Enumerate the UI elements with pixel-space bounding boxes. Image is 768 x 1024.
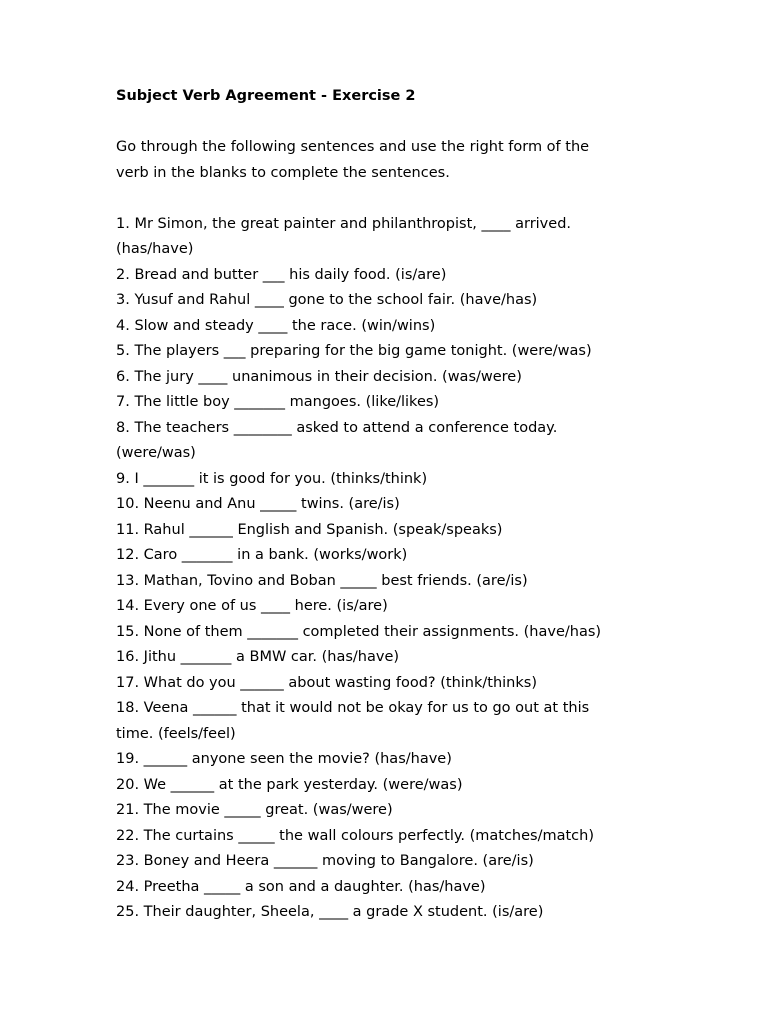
instructions (116, 135, 656, 186)
document-title: Subject Verb Agreement - Exercise 2 (116, 88, 416, 104)
question-item (116, 645, 656, 671)
question-text: 9. I _______ it is good for you. (thinks/think) (116, 470, 428, 487)
question-item (116, 263, 656, 289)
question-item (116, 620, 656, 646)
question-text: 15. None of them _______ completed their assignments. (have/has) (116, 623, 602, 640)
question-text: 10. Neenu and Anu _____ twins. (are/is) (116, 496, 400, 512)
question-item (116, 543, 656, 569)
instructions-line: verb in the blanks to complete the sentences. (116, 164, 450, 181)
question-text: 8. The teachers ________ asked to attend a conference today. (116, 419, 558, 436)
question-item (116, 212, 656, 263)
question-item (116, 288, 656, 314)
question-text: 18. Veena ______ that it would not be okay for us to go out at this (116, 700, 590, 716)
question-item (116, 594, 656, 620)
question-item (116, 518, 656, 544)
question-text: 12. Caro _______ in a bank. (works/work) (116, 547, 408, 563)
question-text: 2. Bread and butter ___ his daily food. (is/are) (116, 266, 447, 283)
document-page (116, 84, 656, 926)
instructions-line: Go through the following sentences and use the right form of the (116, 139, 590, 155)
question-text: 21. The movie _____ great. (was/were) (116, 802, 393, 818)
question-item (116, 314, 656, 340)
question-text: (has/have) (116, 241, 194, 257)
question-item (116, 492, 656, 518)
question-item (116, 875, 656, 901)
question-text: 4. Slow and steady ____ the race. (win/wins) (116, 317, 436, 334)
question-item (116, 416, 656, 467)
question-text: 23. Boney and Heera ______ moving to Bangalore. (are/is) (116, 853, 534, 869)
question-text: 3. Yusuf and Rahul ____ gone to the school fair. (have/has) (116, 292, 538, 308)
question-item (116, 798, 656, 824)
question-text: 22. The curtains _____ the wall colours perfectly. (matches/match) (116, 827, 594, 844)
question-item (116, 900, 656, 926)
question-text: 6. The jury ____ unanimous in their decision. (was/were) (116, 368, 522, 385)
question-item (116, 339, 656, 365)
question-text: time. (feels/feel) (116, 725, 236, 742)
question-list (116, 212, 656, 926)
question-item (116, 824, 656, 850)
question-text: 20. We ______ at the park yesterday. (were/was) (116, 776, 463, 793)
question-item (116, 849, 656, 875)
question-text: 17. What do you ______ about wasting food? (think/thinks) (116, 674, 537, 691)
question-item (116, 773, 656, 799)
question-text: 19. ______ anyone seen the movie? (has/have) (116, 751, 452, 767)
question-text: 25. Their daughter, Sheela, ____ a grade X student. (is/are) (116, 904, 544, 920)
question-item (116, 467, 656, 493)
question-item (116, 569, 656, 595)
question-item (116, 747, 656, 773)
question-item (116, 671, 656, 697)
question-text: 5. The players ___ preparing for the big game tonight. (were/was) (116, 343, 592, 359)
question-text: 1. Mr Simon, the great painter and philanthropist, ____ arrived. (116, 215, 572, 232)
question-text: 11. Rahul ______ English and Spanish. (speak/speaks) (116, 521, 503, 538)
question-text: 14. Every one of us ____ here. (is/are) (116, 598, 388, 614)
question-text: 13. Mathan, Tovino and Boban _____ best friends. (are/is) (116, 572, 528, 589)
question-item (116, 365, 656, 391)
question-item (116, 696, 656, 747)
question-text: 24. Preetha _____ a son and a daughter. (has/have) (116, 878, 486, 895)
question-text: (were/was) (116, 445, 196, 461)
question-text: 16. Jithu _______ a BMW car. (has/have) (116, 649, 400, 665)
question-item (116, 390, 656, 416)
question-text: 7. The little boy _______ mangoes. (like/likes) (116, 394, 440, 410)
